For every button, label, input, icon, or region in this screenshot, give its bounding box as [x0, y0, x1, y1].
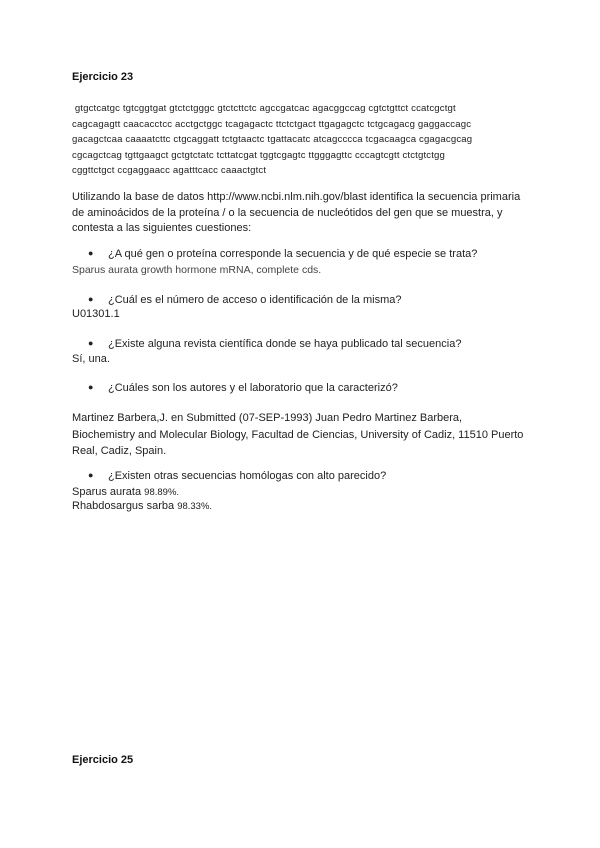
question-5 — [88, 470, 386, 482]
answer-4-line: Biochemistry and Molecular Biology, Facultad de Ciencias, University of Cadiz, 11510 Puerto — [72, 428, 524, 441]
question-2-text: ¿Cuál es el número de acceso o identificación de la misma? — [108, 294, 402, 306]
answer-5-line-2 — [72, 500, 212, 512]
sequence-line: gtgctcatgc tgtcggtgat gtctctgggc gtctcttctc agccgatcac agacggccag cgtctgttct ccatcgctgt — [72, 103, 456, 114]
answer-5-line-1 — [72, 486, 179, 498]
homolog-identity: 98.33%. — [177, 501, 213, 512]
answer-3: Sí, una. — [72, 353, 110, 365]
bullet-icon: ● — [88, 248, 94, 258]
homolog-identity: 98.89%. — [144, 487, 180, 498]
bullet-icon: ● — [88, 338, 94, 348]
answer-1: Sparus aurata growth hormone mRNA, complete cds. — [72, 264, 322, 276]
question-2 — [88, 294, 401, 306]
answer-4-line: Real, Cadiz, Spain. — [72, 445, 167, 458]
answer-2: U01301.1 — [72, 308, 120, 320]
answer-4-line: Martinez Barbera,J. en Submitted (07-SEP-1993) Juan Pedro Martinez Barbera, — [72, 412, 463, 424]
question-5-text: ¿Existen otras secuencias homólogas con alto parecido? — [108, 470, 387, 482]
bullet-icon: ● — [88, 382, 94, 392]
sequence-line: gacagctcaa caaaatcttc ctgcaggatt tctgtaactc tgattacatc atcagcccca tcgacaagca cgagacgcag — [72, 134, 473, 146]
instructions-line: de aminoácidos de la proteína / o la secuencia de nucleótidos del gen que se muestra, y — [72, 206, 503, 219]
instructions-paragraph — [72, 190, 542, 237]
sequence-line: cgcagctcag tgttgaagct gctgtctatc tcttatcgat tggtcgagtc ttgggagttc cccagtcgtt ctctgtctgg — [72, 149, 446, 161]
question-1-text: ¿A qué gen o proteína corresponde la secuencia y de qué especie se trata? — [108, 248, 478, 260]
question-1 — [88, 248, 477, 260]
instructions-line: contesta a las siguientes cuestiones: — [72, 222, 252, 235]
question-4 — [88, 382, 398, 394]
sequence-line: cggttctgct ccgaggaacc agatttcacc caaactgtct — [72, 165, 267, 177]
instructions-line: Utilizando la base de datos http://www.ncbi.nlm.nih.gov/blast identifica la secuencia primaria — [72, 191, 521, 203]
question-3-text: ¿Existe alguna revista científica donde se haya publicado tal secuencia? — [108, 338, 462, 350]
homolog-species: Sparus aurata — [72, 486, 142, 498]
exercise-23-heading: Ejercicio 23 — [72, 71, 134, 83]
bullet-icon: ● — [88, 470, 94, 480]
sequence-line: cagcagagtt caacacctcc acctgctggc tcagagactc ttctctgact ttgagagctc tctgcagacg gaggaccagc — [72, 118, 472, 130]
question-3 — [88, 338, 461, 350]
exercise-25-heading: Ejercicio 25 — [72, 754, 134, 766]
homolog-species: Rhabdosargus sarba — [72, 500, 175, 512]
dna-sequence — [72, 101, 542, 179]
question-4-text: ¿Cuáles son los autores y el laboratorio que la caracterizó? — [108, 382, 398, 394]
bullet-icon: ● — [88, 294, 94, 304]
answer-4 — [72, 410, 542, 460]
